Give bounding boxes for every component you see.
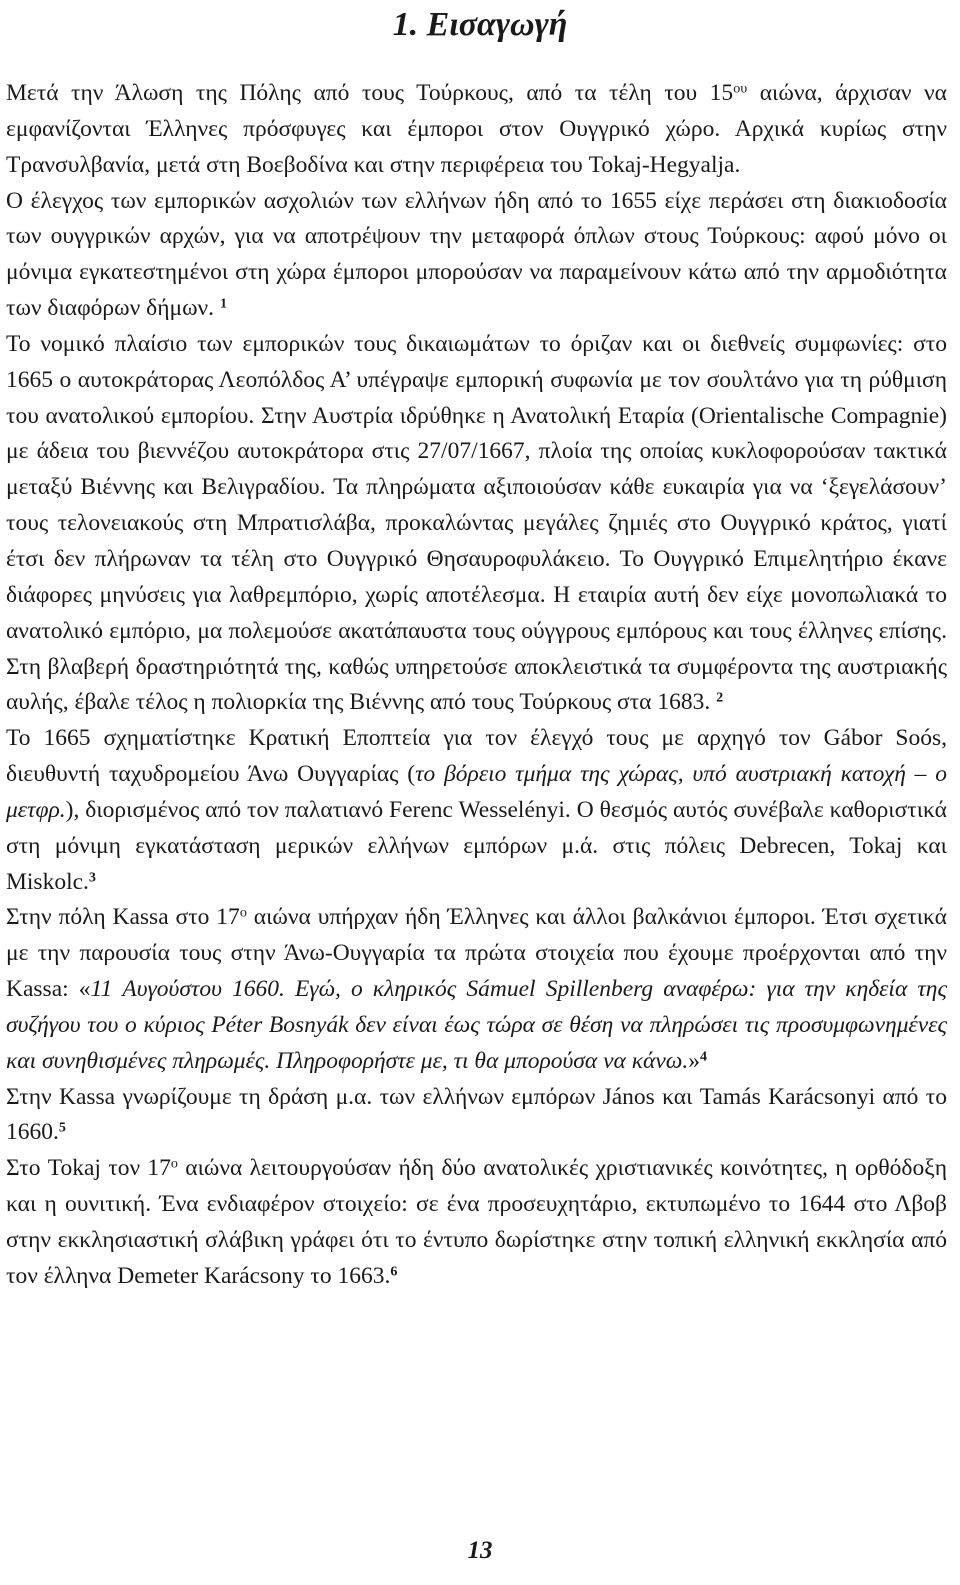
paragraph-4 [6,721,947,900]
footnote-ref-5: 5 [58,1119,66,1136]
text-run: Το 1665 σχηματίστηκε Κρατική Εποπτεία για τον έλεγχό τους με αρχηγό τον Gábor Soós, διευθυντή ταχυδρομείου Άνω Ουγγαρίας ( [6,725,947,788]
text-run: Στην Kassa γνωρίζουμε τη δράση μ.α. των ελλήνων εμπόρων János και Tamás Karácsonyi από το 1660. [6,1083,947,1146]
text-run: Στην πόλη Kassa στο 17 [6,904,240,931]
text-run: Ο έλεγχος των εμπορικών ασχολιών των ελλήνων ήδη από το 1655 είχε περάσει στη διακιοδοσία των ουγγρικών αρχών, για να αποτρέψουν την μεταφορά όπλων στους Τούρκους: αφού μόνο οι μόνιμα εγκατεστημένοι στη χώρα έμποροι μπορούσαν να παραμείνουν κάτω από την αρμοδιότητα των διαφόρων δήμων. [6,187,947,322]
footnote-ref-3: 3 [88,868,96,885]
text-run: Το νομικό πλαίσιο των εμπορικών τους δικαιωμάτων το όριζαν και οι διεθνείς συμφωνίες: στο 1665 ο αυτοκράτορας Λεοπόλδος Α’ υπέγραψε εμπορική συφωνία με τον σουλτάνο για τη ρύθμιση του ανατολικού εμπορίου. Στην Αυστρία ιδρύθηκε η Ανατολική Εταρία (Orientalische Compagnie) με άδεια του βιεννέζου αυτοκράτορα στις 27/07/1667, πλοία της οποίας κυκλοφορούσαν τακτικά μεταξύ Βιέννης και Βελιγραδίου. Τα πληρώματα αξιποιούσαν κάθε ευκαιρία για να ‘ξεγελάσουν’ τους τελονειακούς στη Μπρατισλάβα, προκαλώντας μεγάλες ζημιές στο Ουγγρικό κράτος, γιατί έτσι δεν πλήρωναν τα τέλη στο Ουγγρικό Θησαυροφυλάκειο. Το Ουγγρικό Επιμελητήριο έκανε διάφορες μηνύσεις για λαθρεμπόριο, χωρίς αποτέλεσμα. Η εταιρία αυτή δεν είχε μονοπωλιακά το ανατολικό εμπόριο, μα πολεμούσε ακατάπαυστα τους ούγγρους εμπόρους και τους έλληνες επίσης. Στη βλαβερή δραστηριότητά της, καθώς υπηρετούσε αποκλειστικά τα συμφέροντα της αυστριακής αυλής, έβαλε τέλος η πολιορκία της Βιέννης από τους Τούρκους στα 1683. [6,330,947,716]
footnote-ref-4: 4 [700,1048,708,1065]
page-number: 13 [467,1537,493,1564]
text-run: αιώνα υπήρχαν ήδη Έλληνες και άλλοι βαλκάνιοι έμποροι. Έτσι σχετικά με την παρουσία τους στην Άνω-Ουγγαρία τα πρώτα στοιχεία που έχουμε προέρχονται από την Kassa: « [6,904,947,1003]
ordinal-superscript: ο [170,1155,178,1172]
footnote-ref-2: 2 [716,689,724,706]
translator-note: το βόρειο τμήμα της χώρας, υπό αυστριακή κατοχή – ο μετφρ. [6,761,947,823]
quotation: 11 Αυγούστου 1660. Εγώ, ο κληρικός Sámuel Spillenberg αναφέρω: για την κηδεία της συζήγου του ο κύριος Péter Bosnyák δεν είναι έως τώρα σε θέση να πληρώσει τις προσυμφωνημένες και συνηθισμένες πληρωμές. Πληροφορήστε με, τι θα μπορούσα να κάνω. [6,976,947,1074]
text-run: αιώνα λειτουργούσαν ήδη δύο ανατολικές χριστιανικές κοινότητες, η ορθόδοξη και η ουνιτική. Ένα ενδιαφέρον στοιχείο: σε ένα προσευχητάριο, εκτυπωμένο το 1644 στο Λβοβ στην εκκλησιαστική σλάβικη γράφει ότι το έντυπο δωρίστηκε στην τοπική ελληνική εκκλησία από τον έλληνα Demeter Karácsony το 1663. [6,1155,947,1289]
text-run: Στο Tokaj τον 17 [6,1155,171,1182]
paragraph-3 [6,327,947,721]
paragraph-1 [6,76,947,184]
text-run: αιώνα, άρχισαν να εμφανίζονται Έλληνες πρόσφυγες και έμποροι στον Ουγγρικό χώρο. Αρχικά κυρίως στην Τρανσυλβανία, μετά στη Βοεβοδίνα και στην περιφέρεια του Tokaj-Hegyalja. [6,80,947,178]
body-text [6,76,947,1295]
text-run: ), διορισμένος από τον παλατιανό Ferenc Wesselényi. Ο θεσμός αυτός συνέβαλε καθοριστικά στη μόνιμη εγκατάσταση μερικών ελλήνων εμπόρων μ.ά. στις πόλεις Debrecen, Tokaj και Miskolc. [6,796,947,895]
paragraph-2 [6,184,947,327]
ordinal-superscript: ο [239,904,247,921]
footnote-ref-1: 1 [219,295,227,312]
paragraph-6 [6,1080,947,1152]
text-run: » [688,1047,700,1074]
text-run: Μετά την Άλωση της Πόλης από τους Τούρκους, από τα τέλη του 15 [6,80,734,106]
paragraph-5 [6,900,947,1079]
footnote-ref-6: 6 [390,1263,398,1280]
ordinal-superscript: ου [733,80,748,97]
page-title: 1. Εισαγωγή [392,6,568,43]
paragraph-7 [6,1151,947,1294]
